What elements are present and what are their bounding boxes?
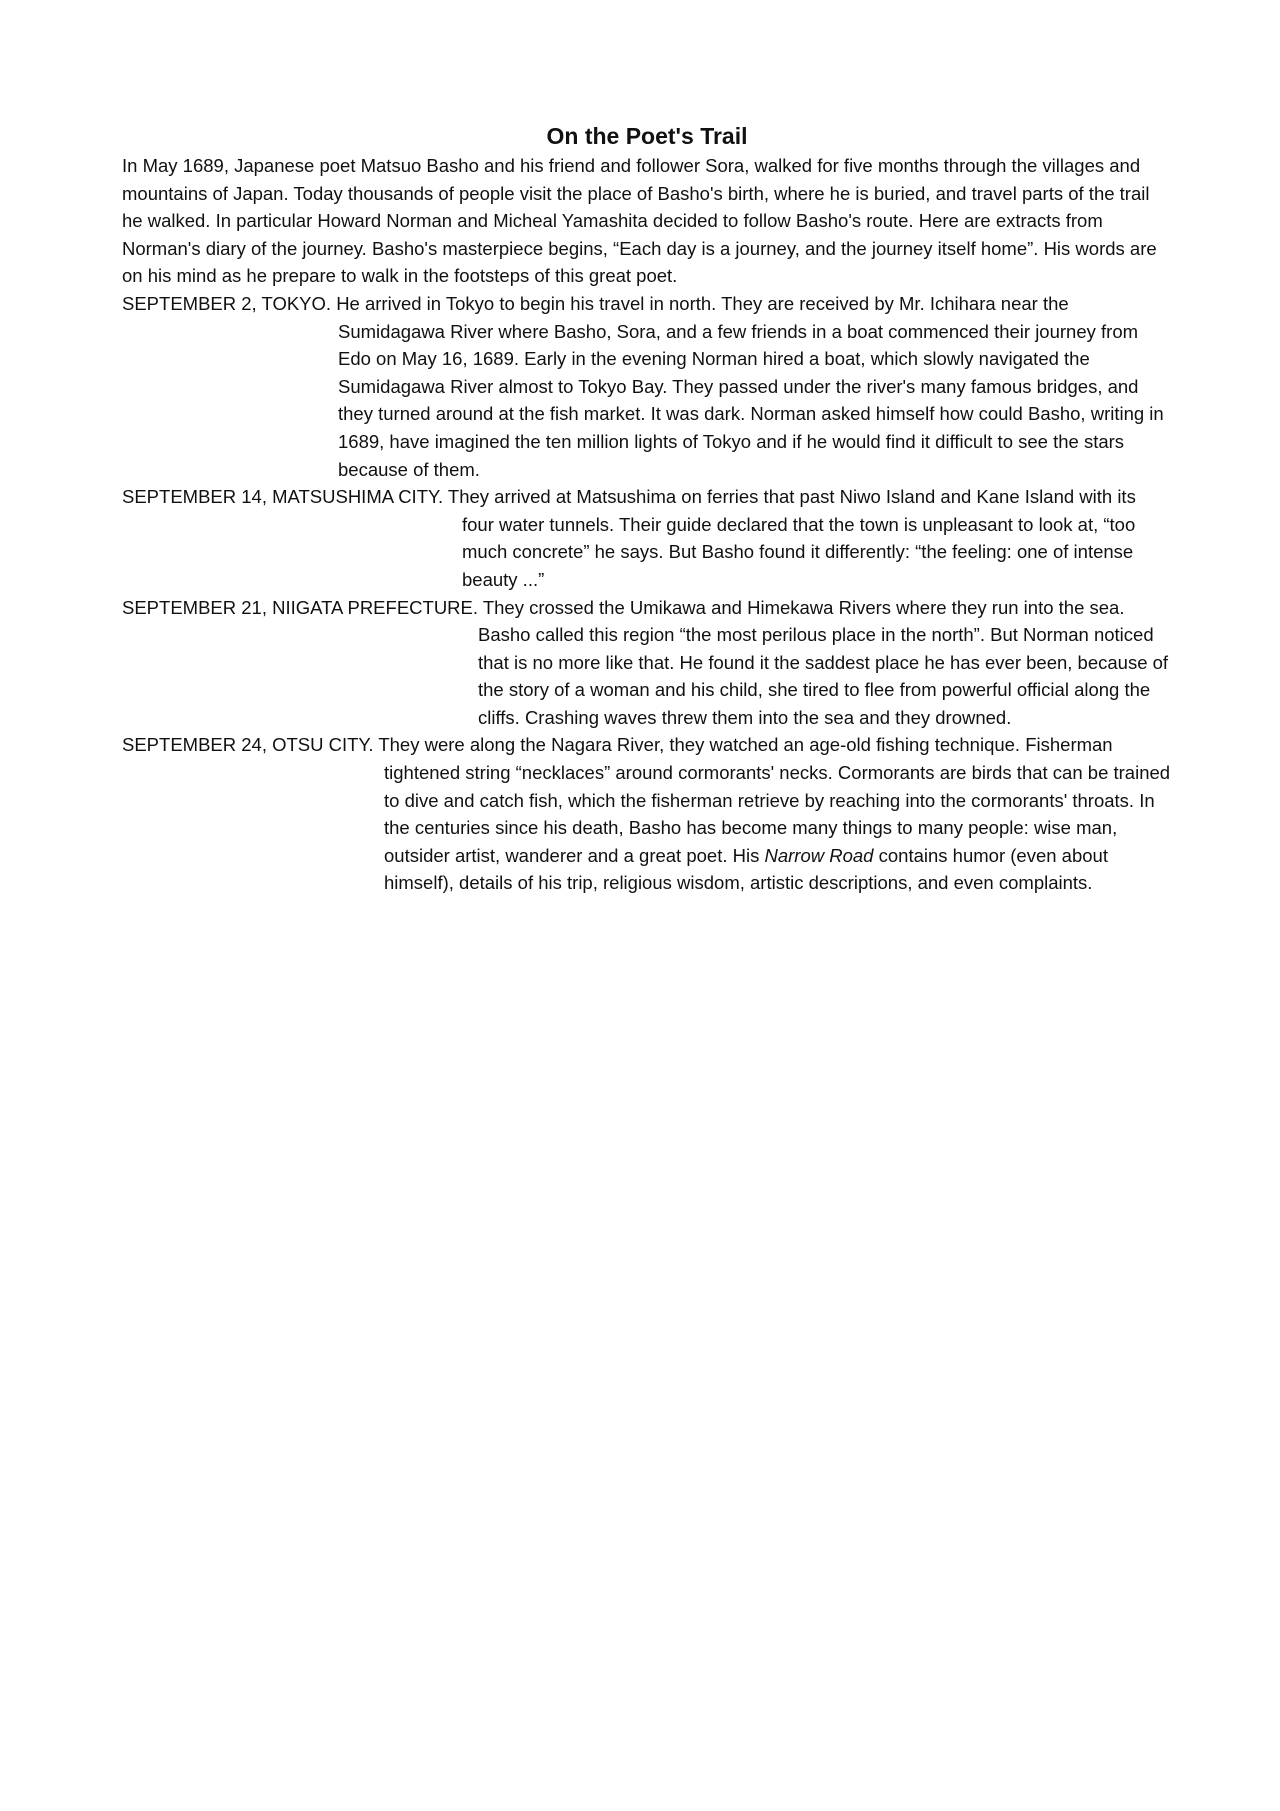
document-title: On the Poet's Trail [546, 123, 748, 149]
diary-entry-matsushima [122, 483, 1172, 593]
entry-heading: SEPTEMBER 21, NIIGATA PREFECTURE. [122, 596, 479, 618]
entry-heading: SEPTEMBER 2, TOKYO. [122, 292, 332, 314]
diary-entry-niigata [122, 594, 1172, 732]
entry-text: They were along the Nagara River, they watched an age-old fishing technique. Fisherman tightened string “necklaces” around cormorants' necks. Cormorants are birds that can be trained to dive and catch fish, which the fisherman retrieve by reaching into the cormorants' throats. In the centuries since his death, Basho has become many things to many people: wise man, outsider artist, wanderer and a great poet. His [378, 734, 1171, 866]
entry-text: He arrived in Tokyo to begin his travel in north. They are received by Mr. Ichihara near the Sumidagawa River where Basho, Sora, and a few friends in a boat commenced their journey from Edo on May 16, 1689. Early in the evening Norman hired a boat, which slowly navigated the Sumidagawa River almost to Tokyo Bay. They passed under the river's many famous bridges, and they turned around at the fish market. It was dark. Norman asked himself how could Basho, writing in 1689, have imagined the ten million lights of Tokyo and if he would find it difficult to see the stars because of them. [336, 292, 1164, 480]
intro-paragraph: In May 1689, Japanese poet Matsuo Basho and his friend and follower Sora, walked for five months through the villages and mountains of Japan. Today thousands of people visit the place of Basho's birth, where he is buried, and travel parts of the trail he walked. In particular Howard Norman and Micheal Yamashita decided to follow Basho's route. Here are extracts from Norman's diary of the journey. Basho's masterpiece begins, “Each day is a journey, and the journey itself home”. His words are on his mind as he prepare to walk in the footsteps of this great poet. [122, 155, 1157, 287]
entry-text-continued: contains humor (even about himself), details of his trip, religious wisdom, artistic descriptions, and even complaints. [384, 844, 1108, 894]
document-body [122, 120, 1172, 897]
book-title-narrow-road: Narrow Road [764, 844, 874, 866]
entry-heading: SEPTEMBER 14, MATSUSHIMA CITY. [122, 486, 444, 508]
entry-text: They arrived at Matsushima on ferries that past Niwo Island and Kane Island with its four water tunnels. Their guide declared that the town is unpleasant to look at, “too much concrete” he says. But Basho found it differently: “the feeling: one of intense beauty ...” [447, 486, 1136, 590]
entry-heading: SEPTEMBER 24, OTSU CITY. [122, 734, 374, 756]
diary-entry-tokyo [122, 290, 1172, 483]
diary-entry-otsu [122, 731, 1172, 897]
entry-text: They crossed the Umikawa and Himekawa Rivers where they run into the sea. Basho called this region “the most perilous place in the north”. But Norman noticed that is no more like that. He found it the saddest place he has ever been, because of the story of a woman and his child, she tired to flee from powerful official along the cliffs. Crashing waves threw them into the sea and they drowned. [478, 596, 1169, 728]
